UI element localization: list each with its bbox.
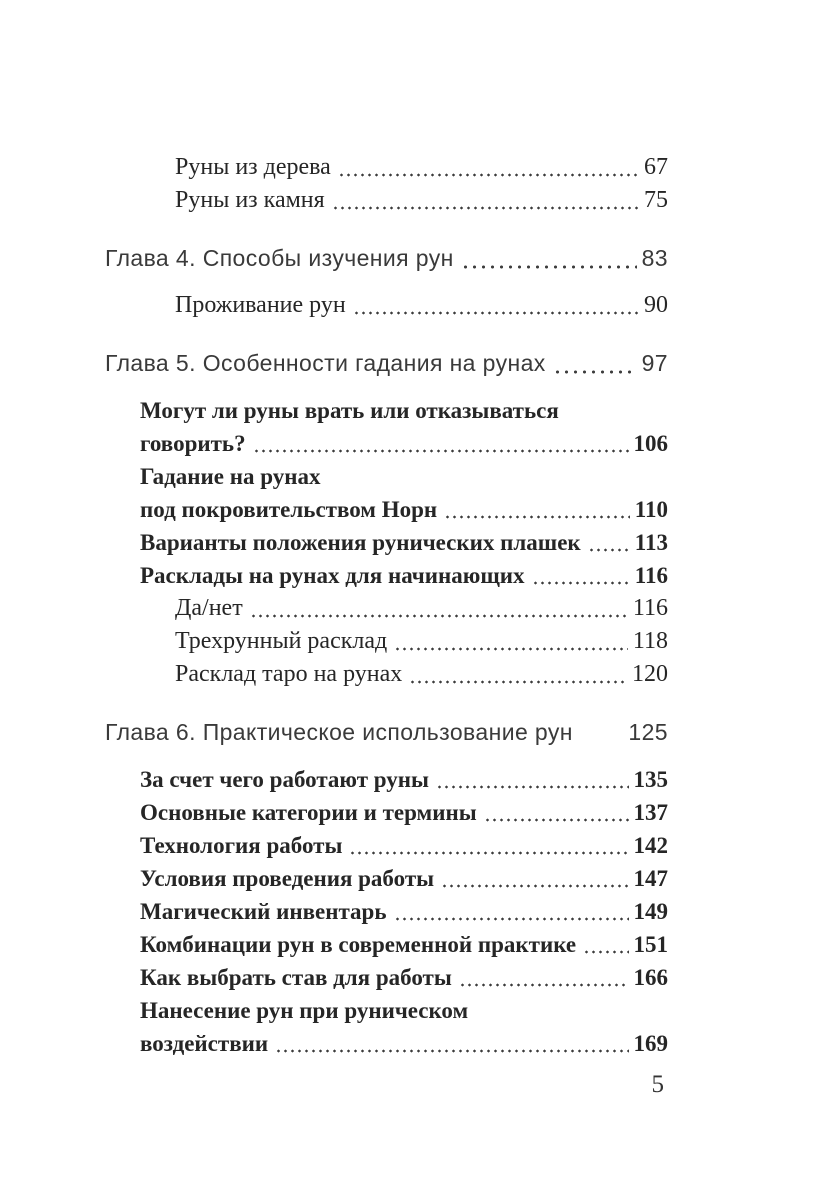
toc-entry [105,394,668,427]
toc-entry-page: 106 [633,431,668,456]
toc-entry [105,994,668,1027]
toc-entry [105,1027,668,1060]
toc-entry-page: 116 [634,563,668,588]
dot-leader-icon [338,173,639,177]
toc-entry [105,763,668,796]
page-number: 5 [651,1071,664,1098]
toc-entry-page: 169 [633,1031,668,1056]
toc-entry-page: 90 [644,292,668,318]
toc-entry [105,184,668,217]
dot-leader-icon [332,206,639,210]
toc-entry [105,240,668,277]
dot-leader-icon [484,818,629,822]
toc-entry [105,862,668,895]
toc-entry [105,928,668,961]
toc-entry-page: 166 [633,965,668,990]
toc-entry [105,658,668,691]
dot-leader-icon [461,265,637,269]
dot-leader-icon [353,311,639,315]
dot-leader-icon [349,851,628,855]
toc-entry [105,625,668,658]
toc-entry-title: Магический инвентарь [140,899,387,924]
toc-entry [105,559,668,592]
toc-entry-page: 97 [641,350,668,376]
toc-entry-page: 135 [633,767,668,792]
toc-entry-title: За счет чего работают руны [140,767,429,792]
toc-entry-page: 110 [634,497,668,522]
toc-entry-page: 125 [628,719,668,745]
toc-entry-title: Технология работы [140,833,343,858]
dot-leader-icon [441,884,628,888]
dot-leader-icon [588,548,630,552]
toc-entry [105,151,668,184]
toc-entry-title: Варианты положения рунических плашек [140,530,581,555]
dot-leader-icon [444,515,630,519]
toc-entry-title: Глава 5. Особенности гадания на рунах [105,350,546,376]
toc-entry-page: 147 [633,866,668,891]
table-of-contents [105,151,668,1060]
toc-entry-title: Комбинации рун в современной практике [140,932,577,957]
toc-entry [105,460,668,493]
toc-entry-title: воздействии [140,1031,269,1056]
toc-entry [105,714,668,751]
toc-entry-title: Основные категории и термины [140,800,477,825]
toc-entry-page: 116 [632,595,668,621]
toc-entry-page: 118 [632,628,668,654]
toc-entry-page: 151 [633,932,668,957]
dot-leader-icon [436,785,629,789]
toc-entry [105,592,668,625]
toc-entry-page: 137 [633,800,668,825]
toc-entry [105,895,668,928]
toc-entry-title: Трехрунный расклад [175,628,388,654]
toc-entry-page: 67 [644,154,668,180]
toc-entry-title: Как выбрать став для работы [140,965,452,990]
dot-leader-icon [394,647,628,651]
toc-entry-page: 142 [633,833,668,858]
toc-entry-page: 149 [633,899,668,924]
toc-entry-title: Глава 4. Способы изучения рун [105,245,454,271]
dot-leader-icon [409,680,627,684]
toc-entry [105,526,668,559]
toc-entry [105,345,668,382]
toc-entry [105,829,668,862]
toc-entry [105,961,668,994]
toc-entry-title: Гадание на рунах [140,464,321,489]
toc-entry [105,493,668,526]
dot-leader-icon [553,370,637,374]
toc-entry-page: 120 [632,661,668,687]
toc-entry-title: Расклад таро на рунах [175,661,403,687]
toc-entry-page: 113 [634,530,668,555]
toc-entry-title: Руны из дерева [175,154,331,180]
toc-entry-page: 83 [641,245,668,271]
toc-entry-page: 75 [644,187,668,213]
dot-leader-icon [459,983,629,987]
dot-leader-icon [583,950,628,954]
dot-leader-icon [394,917,629,921]
toc-entry [105,289,668,322]
dot-leader-icon [275,1049,628,1053]
toc-entry [105,796,668,829]
toc-entry-title: Да/нет [175,595,243,621]
toc-entry [105,427,668,460]
toc-entry-title: Могут ли руны врать или отказываться [140,398,559,423]
dot-leader-icon [532,581,630,585]
dot-leader-icon [250,614,628,618]
toc-entry-title: Нанесение рун при руническом [140,998,469,1023]
toc-entry-title: Руны из камня [175,187,325,213]
toc-entry-title: говорить? [140,431,246,456]
toc-entry-title: Глава 6. Практическое использование рун [105,719,573,745]
toc-entry-title: Расклады на рунах для начинающих [140,563,525,588]
toc-entry-title: Проживание рун [175,292,346,318]
toc-entry-title: Условия проведения работы [140,866,435,891]
toc-entry-title: под покровительством Норн [140,497,438,522]
dot-leader-icon [580,739,624,743]
dot-leader-icon [253,449,629,453]
